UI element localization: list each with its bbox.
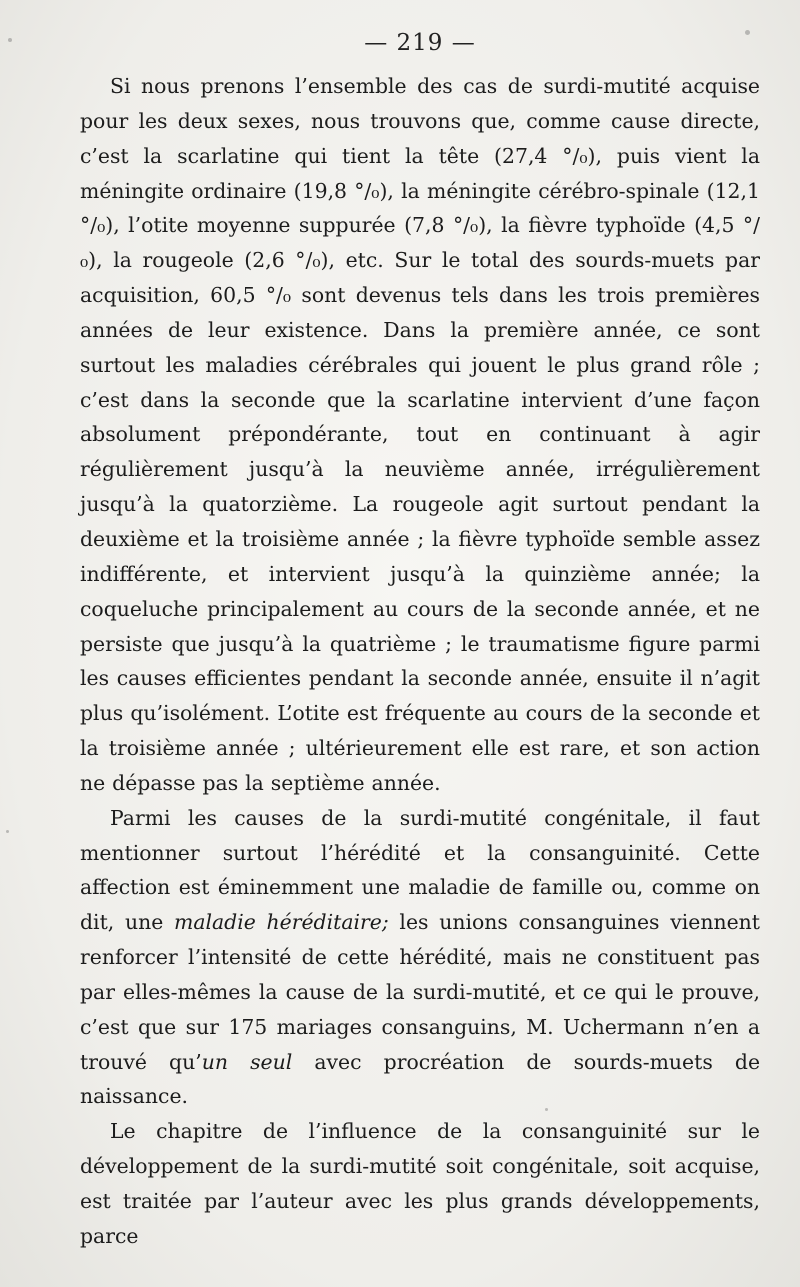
paragraph-3-text: Le chapitre de l’influence de la consanguinité sur le développement de la surdi-mutité soit congénitale, soit acquise, est traitée par l’auteur avec les plus grands développements, parce <box>80 1119 760 1248</box>
body-text <box>80 69 760 1254</box>
paragraph-2-text-c: avec procréation de sourds-muets de naissance. <box>80 1049 761 1109</box>
print-speck <box>545 1108 548 1111</box>
paragraph-2-italic-b: un seul <box>201 1049 293 1074</box>
paragraph-1 <box>80 69 760 801</box>
print-speck <box>6 830 9 833</box>
paragraph-3 <box>80 1114 760 1253</box>
paragraph-2-text-b: les unions consanguines viennent renforcer l’intensité de cette hérédité, mais ne constituent pas par elles-mêmes la cause de la surdi-mutité, et ce qui le prouve, c’est que sur 175 mariages consanguins, M. Uchermann n’en a trouvé qu’ <box>80 910 760 1074</box>
page-number: — 219 — <box>364 30 476 56</box>
print-speck <box>8 38 12 42</box>
print-speck <box>745 30 750 35</box>
paragraph-2-text-a: Parmi les causes de la surdi-mutité congénitale, il faut mentionner surtout l’hérédité et la consanguinité. Cette affection est éminemment une maladie de famille ou, comme on dit, une <box>80 805 760 935</box>
paragraph-2-italic-a: maladie héréditaire; <box>174 910 389 935</box>
paragraph-1-text: Si nous prenons l’ensemble des cas de surdi-mutité acquise pour les deux sexes, nous trouvons que, comme cause directe, c’est la scarlatine qui tient la tête (27,4 °/₀), puis vient la méningite ordinaire (19,8 °/₀), la méningite cérébro-spinale (12,1 °/₀), l’otite moyenne suppurée (7,8 °/₀), la fièvre typhoïde (4,5 °/₀), la rougeole (2,6 °/₀), etc. Sur le total des sourds-muets par acquisition, 60,5 °/₀ sont devenus tels dans les trois premières années de leur existence. Dans la première année, ce sont surtout les maladies cérébrales qui jouent le plus grand rôle ; c’est dans la seconde que la scarlatine intervient d’une façon absolument prépondérante, tout en continuant à agir régulièrement jusqu’à la neuvième année, irrégulièrement jusqu’à la quatorzième. La rougeole agit surtout pendant la deuxième et la troisième année ; la fièvre typhoïde semble assez indifférente, et intervient jusqu’à la quinzième année; la coqueluche principalement au cours de la seconde année, et ne persiste que jusqu’à la quatrième ; le traumatisme figure parmi les causes efficientes pendant la seconde année, ensuite il n’agit plus qu’isolément. L’otite est fréquente au cours de la seconde et la troisième année ; ultérieurement elle est rare, et son action ne dépasse pas la septième année. <box>80 74 760 795</box>
paragraph-2 <box>80 801 760 1115</box>
